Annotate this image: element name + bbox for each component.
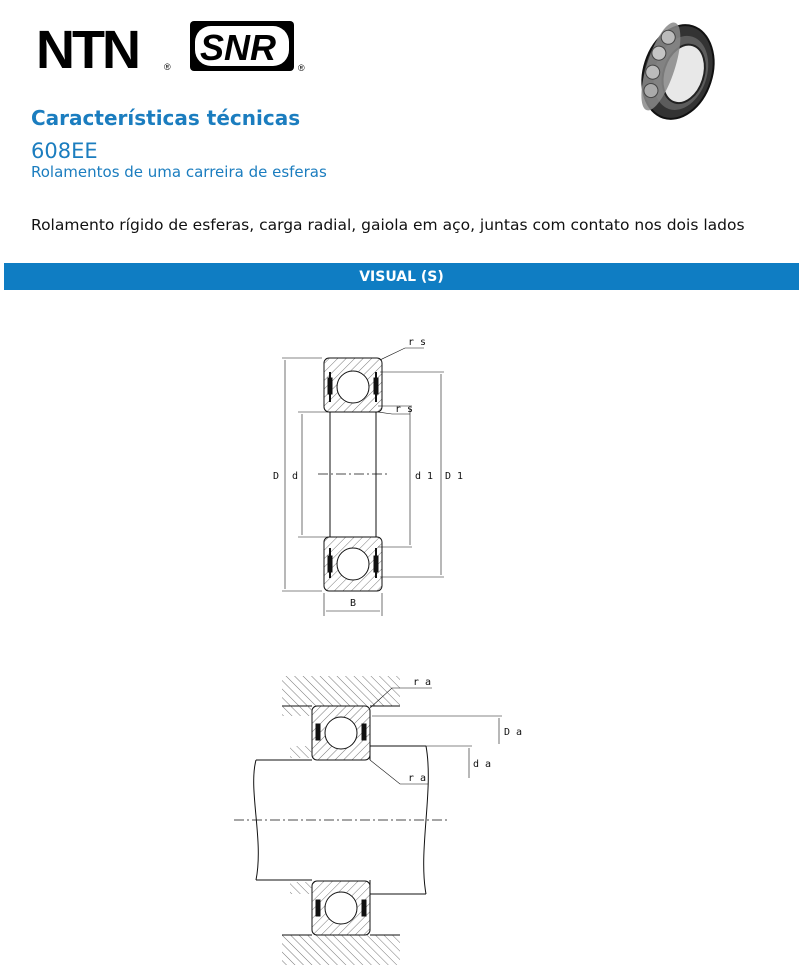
ntn-logo-text: NTN <box>36 20 138 74</box>
label-d: d <box>292 471 299 482</box>
label-da: d a <box>473 759 492 770</box>
snr-logo-text: SNR <box>200 27 277 68</box>
label-rs-outer: r s <box>408 337 427 348</box>
label-d1: d 1 <box>415 471 434 482</box>
label-D1: D 1 <box>445 471 464 482</box>
product-model: 608EE <box>31 139 98 163</box>
snr-registered-mark: ® <box>298 63 305 73</box>
label-ra-housing: r a <box>413 677 432 688</box>
page-title: Características técnicas <box>31 106 301 130</box>
mounting-dimension-labels <box>408 677 522 784</box>
label-D: D <box>273 471 280 482</box>
section-bar-label: VISUAL (S) <box>359 268 444 285</box>
label-Da: D a <box>504 727 523 738</box>
label-ra-shaft: r a <box>408 773 427 784</box>
ntn-registered-mark: ® <box>164 62 171 72</box>
bearing-dimension-drawing <box>282 348 444 616</box>
product-description: Rolamento rígido de esferas, carga radial, gaiola em aço, juntas com contato nos dois lados <box>31 216 745 234</box>
label-B: B <box>350 598 357 609</box>
product-family: Rolamentos de uma carreira de esferas <box>31 163 327 181</box>
mounting-dimension-drawing <box>234 676 502 965</box>
label-rs-inner: r s <box>395 404 414 415</box>
